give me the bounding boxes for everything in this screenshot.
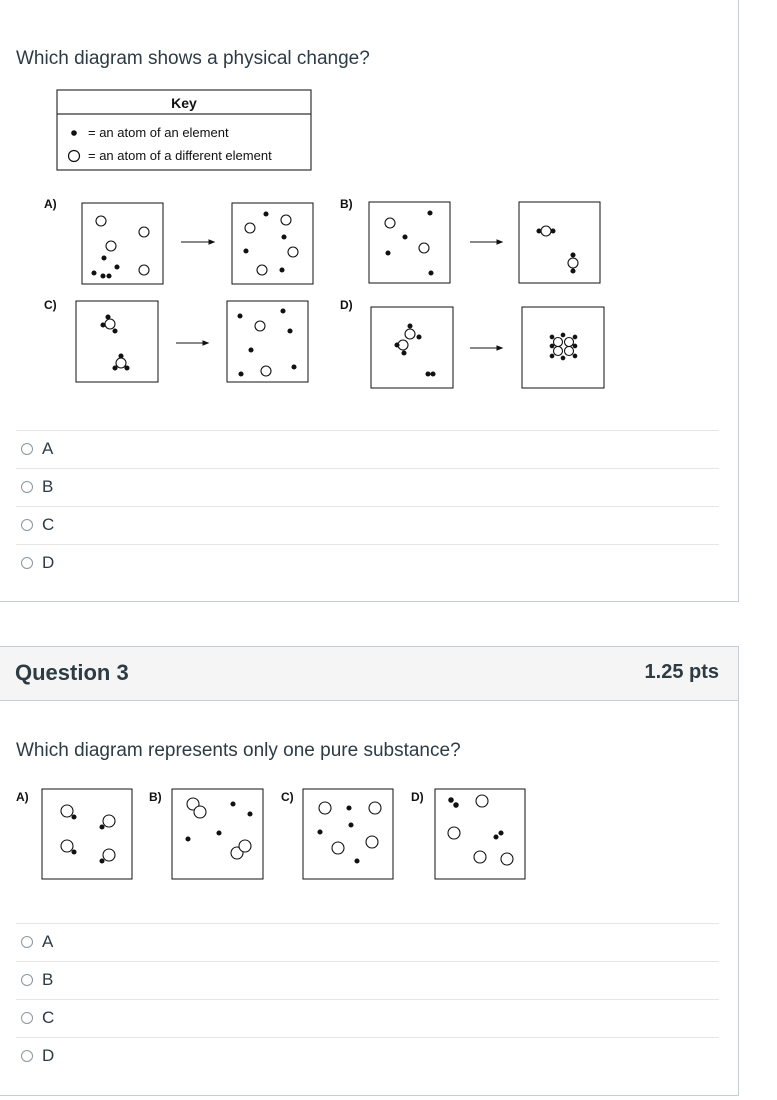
radio-button[interactable] [21, 936, 33, 948]
answer-option-b[interactable] [16, 468, 719, 506]
diagram-label-c: C) [44, 298, 57, 312]
radio-button[interactable] [21, 481, 33, 493]
diagram-b-before-box [369, 202, 450, 283]
diagram-d-after-atoms [550, 333, 577, 360]
answer-label: B [42, 970, 54, 989]
diagram-c-atoms [318, 802, 381, 863]
answer-option-d[interactable] [16, 544, 719, 582]
filled-atom-icon [71, 130, 77, 136]
diagram-b-after-box [519, 202, 600, 283]
answer-option-a[interactable] [16, 923, 719, 961]
answer-label: C [42, 1008, 55, 1027]
question-points: 1.25 pts [644, 661, 719, 683]
question-2-text: Which diagram shows a physical change? [16, 48, 370, 69]
question-3-text: Which diagram represents only one pure substance? [16, 740, 461, 761]
open-atom-icon [69, 151, 80, 162]
diagram-d-before-atoms [395, 324, 435, 376]
answer-label: A [42, 439, 54, 458]
diagram-label-a: A) [16, 790, 29, 804]
answer-label: C [42, 515, 55, 534]
diagram-label-b: B) [149, 790, 162, 804]
diagram-d-atoms [448, 795, 513, 865]
radio-button[interactable] [21, 1012, 33, 1024]
question-title: Question 3 [15, 660, 129, 685]
diagram-c-before-atoms [101, 315, 129, 370]
radio-button[interactable] [21, 519, 33, 531]
diagram-c-box [303, 789, 393, 879]
diagram-a-after-box [232, 203, 313, 284]
answer-option-b[interactable] [16, 961, 719, 999]
answer-option-a[interactable] [16, 430, 719, 468]
answer-label: A [42, 932, 54, 951]
diagram-label-c: C) [281, 790, 294, 804]
radio-button[interactable] [21, 557, 33, 569]
question-3-panel [0, 646, 739, 1096]
diagram-c-after-atoms [238, 309, 296, 376]
answer-label: D [42, 1046, 55, 1065]
key-filled-label: = an atom of an element [88, 125, 229, 140]
diagram-d-after-box [522, 307, 604, 388]
diagram-a-atoms [61, 805, 115, 863]
diagram-label-b: B) [340, 197, 353, 211]
answer-option-c[interactable] [16, 506, 719, 544]
diagram-a-box [42, 789, 132, 879]
diagram-a-after-atoms [244, 212, 298, 275]
diagram-b-atoms [186, 798, 252, 859]
radio-button[interactable] [21, 1050, 33, 1062]
diagram-b-before-atoms [385, 211, 433, 275]
diagram-label-d: D) [340, 298, 353, 312]
key-open-label: = an atom of a different element [88, 148, 272, 163]
answer-label: B [42, 477, 54, 496]
diagram-c-before-box [76, 301, 158, 382]
radio-button[interactable] [21, 443, 33, 455]
answer-option-c[interactable] [16, 999, 719, 1037]
answer-option-d[interactable] [16, 1037, 719, 1075]
diagram-label-d: D) [411, 790, 424, 804]
answer-label: D [42, 553, 55, 572]
diagram-b-after-atoms [537, 226, 578, 273]
diagram-d-before-box [371, 307, 453, 388]
diagram-a-before-atoms [92, 216, 149, 278]
key-title: Key [171, 95, 197, 111]
radio-button[interactable] [21, 974, 33, 986]
diagram-label-a: A) [44, 197, 57, 211]
